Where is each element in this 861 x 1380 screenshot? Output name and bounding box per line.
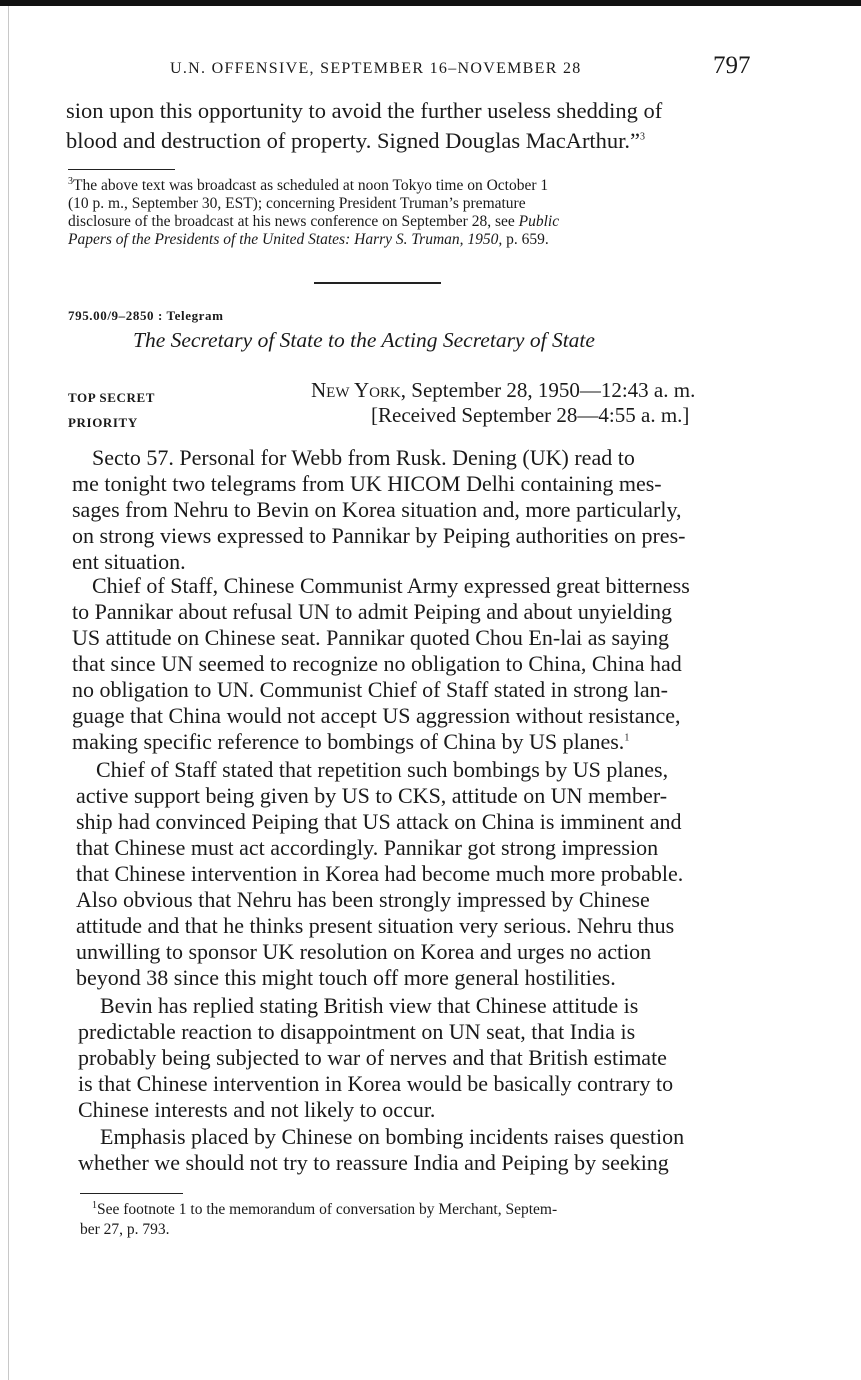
page-top-edge — [0, 0, 861, 6]
dateline: New York, September 28, 1950—12:43 a. m. — [311, 378, 696, 402]
dateline-place: New York, — [311, 378, 407, 402]
paragraph-3-line: ship had convinced Peiping that US attack on China is imminent and — [76, 809, 682, 834]
footnote-1-line-1: $^1$See footnote 1 to the memorandum of conversation by Merchant, Septem- — [92, 1199, 558, 1218]
footnote-1-rule — [80, 1193, 183, 1194]
classification: TOP SECRET — [68, 390, 156, 405]
paragraph-4-line: probably being subjected to war of nerves and that British estimate — [78, 1045, 667, 1070]
paragraph-3-line: active support being given by US to CKS, attitude on UN member- — [76, 783, 668, 808]
paragraph-3-line: unwilling to sponsor UK resolution on Korea and urges no action — [76, 939, 652, 964]
paragraph-2-line: Chief of Staff, Chinese Communist Army expressed great bitterness — [92, 573, 690, 598]
paragraph-1-line: sages from Nehru to Bevin on Korea situation and, more particularly, — [72, 497, 682, 522]
page-left-edge — [8, 6, 9, 1380]
document-title: The Secretary of State to the Acting Secretary of State — [133, 328, 595, 352]
paragraph-1-line: me tonight two telegrams from UK HICOM Delhi containing mes- — [72, 471, 662, 496]
footnote-3-line-4: Papers of the Presidents of the United States: Harry S. Truman, 1950, p. 659. — [68, 231, 549, 248]
footnote-1-line-2: ber 27, p. 793. — [80, 1221, 170, 1238]
paragraph-2-line: making specific reference to bombings of China by US planes.$^1$ — [72, 729, 630, 754]
paragraph-5-line: Emphasis placed by Chinese on bombing incidents raises question — [100, 1124, 685, 1149]
paragraph-2-line: guage that China would not accept US aggression without resistance, — [72, 703, 681, 728]
paragraph-3-line: that Chinese intervention in Korea had become much more probable. — [76, 861, 684, 886]
footnote-1-ref[interactable]: 1 — [624, 732, 630, 744]
paragraph-3-line: attitude and that he thinks present situation very serious. Nehru thus — [76, 913, 675, 938]
footnote-3-line-3: disclosure of the broadcast at his news conference on September 28, see Public — [68, 213, 560, 230]
page-number: 797 — [713, 52, 751, 79]
paragraph-3-line: that Chinese must act accordingly. Pannikar got strong impression — [76, 835, 659, 860]
priority: PRIORITY — [68, 415, 138, 430]
paragraph-3-line: beyond 38 since this might touch off more general hostilities. — [76, 965, 616, 990]
footnote-3-ref[interactable]: 3 — [640, 131, 646, 143]
continuation-line-1: sion upon this opportunity to avoid the further useless shedding of — [66, 98, 663, 123]
paragraph-1-line: ent situation. — [72, 549, 186, 574]
footnote-3-marker: 3 — [68, 175, 73, 187]
section-divider — [314, 282, 441, 284]
footnote-3-rule — [68, 169, 175, 170]
paragraph-1-line: Secto 57. Personal for Webb from Rusk. Dening (UK) read to — [92, 445, 635, 470]
paragraph-2-line: no obligation to UN. Communist Chief of Staff stated in strong lan- — [72, 677, 668, 702]
paragraph-3-line: Chief of Staff stated that repetition such bombings by US planes, — [96, 757, 669, 782]
footnote-3-line-2: (10 p. m., September 30, EST); concerning President Truman’s premature — [68, 195, 526, 212]
footnote-3-line-1: $^3$The above text was broadcast as scheduled at noon Tokyo time on October 1 — [68, 175, 549, 194]
paragraph-2-line: US attitude on Chinese seat. Pannikar quoted Chou En-lai as saying — [72, 625, 669, 650]
received-line: [Received September 28—4:55 a. m.] — [371, 403, 690, 427]
paragraph-1-line: on strong views expressed to Pannikar by Peiping authorities on pres- — [72, 523, 686, 548]
footnote-1-marker: 1 — [92, 1199, 97, 1211]
paragraph-3-line: Also obvious that Nehru has been strongly impressed by Chinese — [76, 887, 650, 912]
paragraph-5-line: whether we should not try to reassure India and Peiping by seeking — [78, 1150, 669, 1175]
paragraph-4-line: Bevin has replied stating British view that Chinese attitude is — [100, 993, 639, 1018]
running-title: U.N. OFFENSIVE, SEPTEMBER 16–NOVEMBER 28 — [170, 60, 582, 77]
paragraph-4-line: predictable reaction to disappointment on UN seat, that India is — [78, 1019, 636, 1044]
paragraph-2-line: to Pannikar about refusal UN to admit Peiping and about unyielding — [72, 599, 673, 624]
paragraph-2-line: that since UN seemed to recognize no obligation to China, China had — [72, 651, 682, 676]
continuation-line-2: blood and destruction of property. Signed Douglas MacArthur.”$^3$ — [66, 128, 646, 153]
file-number: 795.00/9–2850 : Telegram — [68, 308, 224, 323]
paragraph-4-line: Chinese interests and not likely to occur. — [78, 1097, 436, 1122]
paragraph-4-line: is that Chinese intervention in Korea would be basically contrary to — [78, 1071, 674, 1096]
